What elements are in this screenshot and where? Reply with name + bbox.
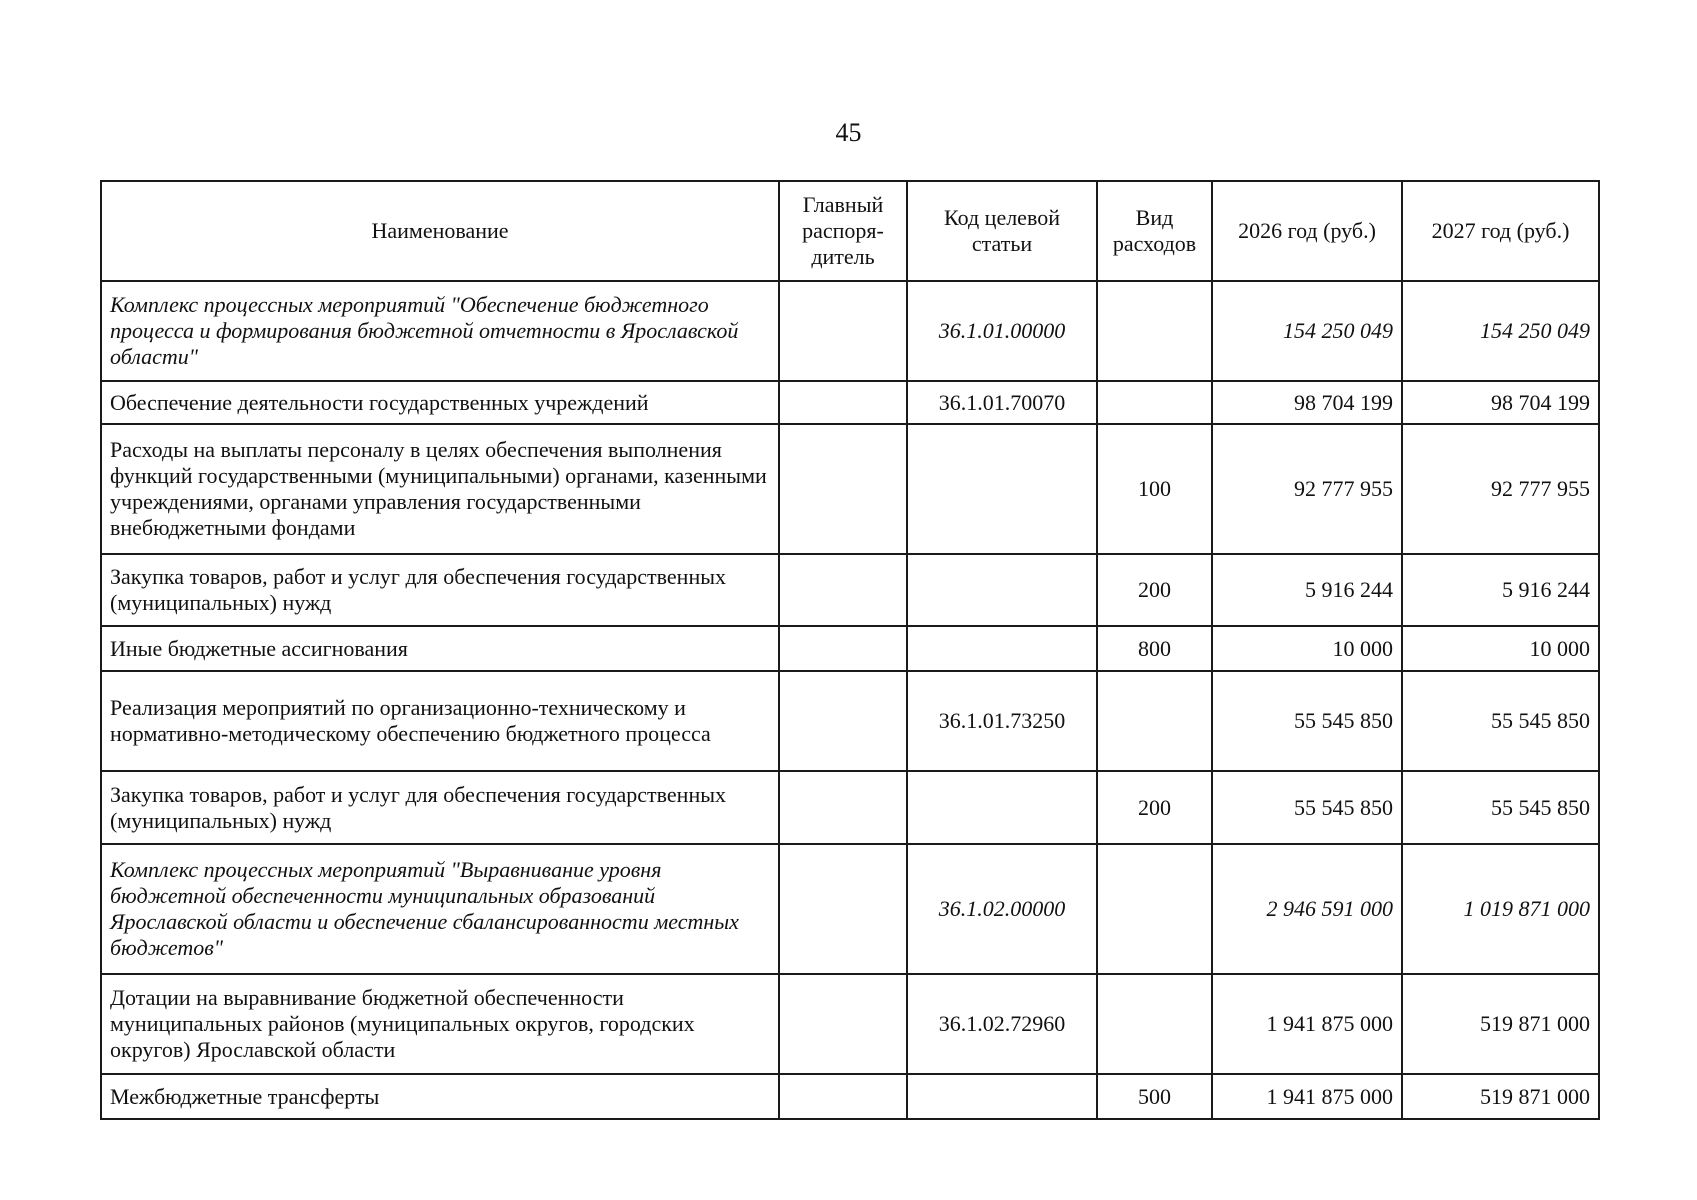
row-name: Комплекс процессных мероприятий "Выравнивание уровня бюджетной обеспеченности муниципальных образований Ярославской области и обеспечение сбалансированности местных бюджетов" <box>101 844 779 974</box>
row-2026: 154 250 049 <box>1212 281 1402 381</box>
table-row <box>101 626 1599 671</box>
row-2027: 98 704 199 <box>1402 381 1599 424</box>
row-2026: 1 941 875 000 <box>1212 1074 1402 1119</box>
row-name: Расходы на выплаты персоналу в целях обеспечения выполнения функций государственными (муниципальными) органами, казенными учреждениями, органами управления государственными внебюджетными фондами <box>101 424 779 554</box>
row-name: Закупка товаров, работ и услуг для обеспечения государственных (муниципальных) нужд <box>101 771 779 844</box>
table-row <box>101 771 1599 844</box>
row-2027: 5 916 244 <box>1402 554 1599 626</box>
row-2026: 98 704 199 <box>1212 381 1402 424</box>
header-admin: Главный распоря-дитель <box>779 181 907 281</box>
table-row <box>101 974 1599 1074</box>
header-code: Код целевой статьи <box>907 181 1097 281</box>
table-row <box>101 381 1599 424</box>
table-row <box>101 281 1599 381</box>
row-type: 200 <box>1097 554 1212 626</box>
row-code: 36.1.01.00000 <box>907 281 1097 381</box>
row-code: 36.1.01.73250 <box>907 671 1097 771</box>
row-name: Реализация мероприятий по организационно-техническому и нормативно-методическому обеспечению бюджетного процесса <box>101 671 779 771</box>
row-admin <box>779 626 907 671</box>
row-type <box>1097 671 1212 771</box>
row-name: Обеспечение деятельности государственных учреждений <box>101 381 779 424</box>
row-2026: 55 545 850 <box>1212 771 1402 844</box>
row-2026: 55 545 850 <box>1212 671 1402 771</box>
budget-table <box>100 180 1600 1120</box>
row-admin <box>779 844 907 974</box>
page-number: 45 <box>835 118 862 147</box>
row-type <box>1097 381 1212 424</box>
header-2026: 2026 год (руб.) <box>1212 181 1402 281</box>
row-2026: 2 946 591 000 <box>1212 844 1402 974</box>
row-admin <box>779 281 907 381</box>
row-type: 200 <box>1097 771 1212 844</box>
row-2027: 55 545 850 <box>1402 671 1599 771</box>
row-code <box>907 554 1097 626</box>
table-row <box>101 1074 1599 1119</box>
header-2027: 2027 год (руб.) <box>1402 181 1599 281</box>
row-code: 36.1.02.00000 <box>907 844 1097 974</box>
row-name: Закупка товаров, работ и услуг для обеспечения государственных (муниципальных) нужд <box>101 554 779 626</box>
header-type: Вид расходов <box>1097 181 1212 281</box>
row-code: 36.1.01.70070 <box>907 381 1097 424</box>
row-2026: 1 941 875 000 <box>1212 974 1402 1074</box>
row-admin <box>779 381 907 424</box>
row-admin <box>779 974 907 1074</box>
row-code <box>907 1074 1097 1119</box>
row-2027: 154 250 049 <box>1402 281 1599 381</box>
row-2026: 92 777 955 <box>1212 424 1402 554</box>
table-row <box>101 424 1599 554</box>
row-type <box>1097 281 1212 381</box>
row-2027: 55 545 850 <box>1402 771 1599 844</box>
row-type: 800 <box>1097 626 1212 671</box>
table-row <box>101 844 1599 974</box>
row-2027: 519 871 000 <box>1402 974 1599 1074</box>
row-type: 100 <box>1097 424 1212 554</box>
row-admin <box>779 554 907 626</box>
row-2027: 519 871 000 <box>1402 1074 1599 1119</box>
row-2027: 10 000 <box>1402 626 1599 671</box>
header-name: Наименование <box>101 181 779 281</box>
row-name: Дотации на выравнивание бюджетной обеспеченности муниципальных районов (муниципальных округов, городских округов) Ярославской области <box>101 974 779 1074</box>
table-row <box>101 554 1599 626</box>
row-2027: 92 777 955 <box>1402 424 1599 554</box>
row-name: Межбюджетные трансферты <box>101 1074 779 1119</box>
row-2026: 10 000 <box>1212 626 1402 671</box>
row-admin <box>779 424 907 554</box>
row-code <box>907 424 1097 554</box>
row-code: 36.1.02.72960 <box>907 974 1097 1074</box>
row-type <box>1097 974 1212 1074</box>
table-row <box>101 671 1599 771</box>
row-type <box>1097 844 1212 974</box>
row-2026: 5 916 244 <box>1212 554 1402 626</box>
row-name: Комплекс процессных мероприятий "Обеспечение бюджетного процесса и формирования бюджетной отчетности в Ярославской области" <box>101 281 779 381</box>
row-type: 500 <box>1097 1074 1212 1119</box>
row-admin <box>779 771 907 844</box>
row-2027: 1 019 871 000 <box>1402 844 1599 974</box>
row-name: Иные бюджетные ассигнования <box>101 626 779 671</box>
table-header-row <box>101 181 1599 281</box>
row-code <box>907 626 1097 671</box>
row-code <box>907 771 1097 844</box>
row-admin <box>779 671 907 771</box>
row-admin <box>779 1074 907 1119</box>
